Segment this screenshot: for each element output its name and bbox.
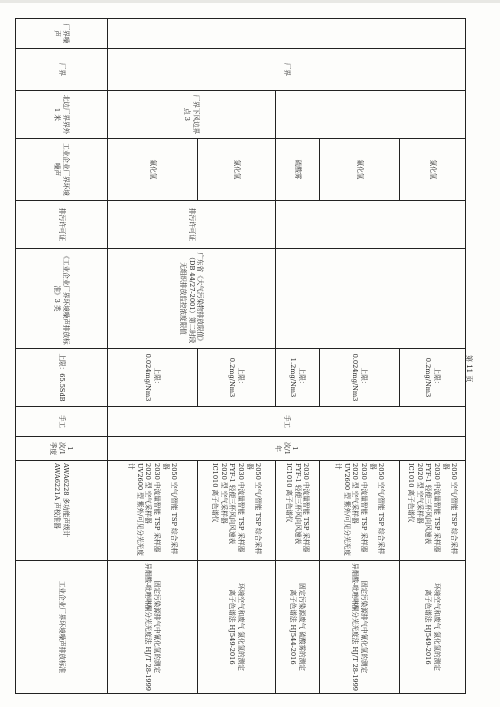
method-line: 异烟酸-吡唑啉酮分光光度法 HJ/T 28-1999 xyxy=(144,563,153,691)
mode-cell: 手工 xyxy=(16,407,108,437)
pollutant-cell: 氟化氢 xyxy=(320,139,400,201)
instrument-cell xyxy=(400,461,466,561)
instrument-line: 2020 型 空气采样器 xyxy=(415,463,424,524)
method-cell xyxy=(320,561,400,694)
standard-type-cell xyxy=(276,201,466,249)
method-line: 环境空气和废气 氯化氢的测定 xyxy=(237,583,246,671)
limit-cell: 上限：0.024mg/Nm3 xyxy=(320,349,400,407)
limit-cell: 上限：0.2mg/Nm3 xyxy=(400,349,466,407)
method-cell xyxy=(400,561,466,694)
standard-cell xyxy=(276,249,466,349)
location-cell xyxy=(276,91,466,139)
instrument-line: FYF-1 轻便三杯风向风速表 xyxy=(228,463,237,545)
instrument-line: 2030 中流量智能 TSP 采样器 xyxy=(360,463,369,553)
frequency-cell: 1 次/1 季度 xyxy=(16,437,108,461)
category-cell: 厂界噪声 xyxy=(16,19,108,49)
limit-cell: 上限：0.024mg/Nm3 xyxy=(108,349,198,407)
instrument-line: 2050 空气/智能 TSP 综合采样器 xyxy=(161,463,179,555)
pollutant-cell: 氯化氢 xyxy=(400,139,466,201)
method-cell xyxy=(16,561,108,694)
page-number: 第 11 页 xyxy=(465,355,473,383)
instrument-line: AWA6221A 声校准器 xyxy=(53,463,62,529)
standard-type-cell: 排污许可证 xyxy=(108,201,276,249)
scan-edge xyxy=(0,0,500,3)
limit-cell: 上限：65.5SdB xyxy=(16,349,108,407)
method-line: 异烟酸-吡唑啉酮分光光度法 HJ/T 28-1999 xyxy=(351,563,360,691)
monitoring-table xyxy=(15,18,466,694)
instrument-line: FYF-1 轻便三杯风向风速表 xyxy=(293,463,302,545)
frequency-cell: 1 次/1 年 xyxy=(108,437,466,461)
pollutant-cell: 硫酸雾 xyxy=(276,139,320,201)
pollutant-cell: 氟化氢 xyxy=(108,139,198,201)
instrument-line: 2030 中流量智能 TSP 采样器 xyxy=(433,463,442,553)
method-line: 固定污染源排气中氰化氢的测定 xyxy=(360,580,369,674)
instrument-cell xyxy=(16,461,108,561)
instrument-cell xyxy=(198,461,276,561)
monitor-point-cell: 厂界 xyxy=(16,49,108,91)
method-line: 工业企业厂界环境噪声排放标准 xyxy=(57,580,66,674)
instrument-line: IC1010 离子色谱仪 xyxy=(211,463,220,523)
instrument-line: 2030 中流量智能 TSP 采样器 xyxy=(237,463,246,553)
instrument-line: 2030 中流量智能 TSP 采样器 xyxy=(153,463,162,553)
monitor-point-cell: 厂界 xyxy=(108,49,466,91)
pollutant-cell: 工业企业厂界环境噪声 xyxy=(16,139,108,201)
rotated-table-wrapper xyxy=(16,18,466,693)
method-cell xyxy=(276,561,320,694)
method-line: 固定污染源废气 硫酸雾的测定 xyxy=(298,583,307,671)
method-line: 离子色谱法 HJ544-2016 xyxy=(289,589,298,665)
location-cell: 厂界下风边界点 3 xyxy=(108,91,276,139)
mode-cell: 手工 xyxy=(108,407,466,437)
location-cell: 北边厂界界外 1 米 xyxy=(16,91,108,139)
method-line: 离子色谱法 HJ549-2016 xyxy=(424,589,433,665)
instrument-line: UV2600 型 紫外/可见分光光度计 xyxy=(334,463,351,556)
standard-cell: 《工业企业厂界环境噪声排放标准》3 类 xyxy=(16,249,108,349)
table-row xyxy=(198,19,276,694)
table-row xyxy=(16,19,108,694)
method-line: 环境空气和废气 氯化氢的测定 xyxy=(433,583,442,671)
instrument-line: UV2600 型 紫外/可见分光光度计 xyxy=(127,463,144,556)
instrument-cell xyxy=(276,461,320,561)
instrument-cell xyxy=(320,461,400,561)
instrument-line: IC1010 离子色谱仪 xyxy=(407,463,416,523)
standard-cell: 广东省《大气污染物排放限值》（DB 44/27-2001）第二时段无组织排放监控浓度限值 xyxy=(108,249,276,349)
instrument-line: AWA6228 多功能声级计 xyxy=(62,463,71,538)
instrument-line: FYF-1 轻便三杯风向风速表 xyxy=(424,463,433,545)
instrument-line: 2020 型 空气采样器 xyxy=(144,463,153,524)
method-line: 固定污染源排气中氰化氢的测定 xyxy=(153,580,162,674)
category-cell xyxy=(108,19,466,49)
limit-cell: 上限：0.2mg/Nm3 xyxy=(198,349,276,407)
instrument-line: 2050 空气/智能 TSP 综合采样器 xyxy=(441,463,459,555)
instrument-line: 2030 中流量智能 TSP 采样器 xyxy=(302,463,311,553)
instrument-line: 2020 型 空气采样器 xyxy=(351,463,360,524)
method-line: 离子色谱法 HJ549-2016 xyxy=(228,589,237,665)
method-cell xyxy=(198,561,276,694)
table-row xyxy=(400,19,466,694)
standard-type-cell: 排污许可证 xyxy=(16,201,108,249)
method-cell xyxy=(108,561,198,694)
instrument-cell xyxy=(108,461,198,561)
pollutant-cell: 氯化氢 xyxy=(198,139,276,201)
instrument-line: 2020 型 空气采样器 xyxy=(219,463,228,524)
instrument-line: 2050 空气/智能 TSP 综合采样器 xyxy=(245,463,263,555)
limit-cell: 上限：1.2mg/Nm3 xyxy=(276,349,320,407)
instrument-line: 2050 空气/智能 TSP 综合采样器 xyxy=(368,463,386,555)
instrument-line: IC1010 离子色谱仪 xyxy=(285,463,294,523)
